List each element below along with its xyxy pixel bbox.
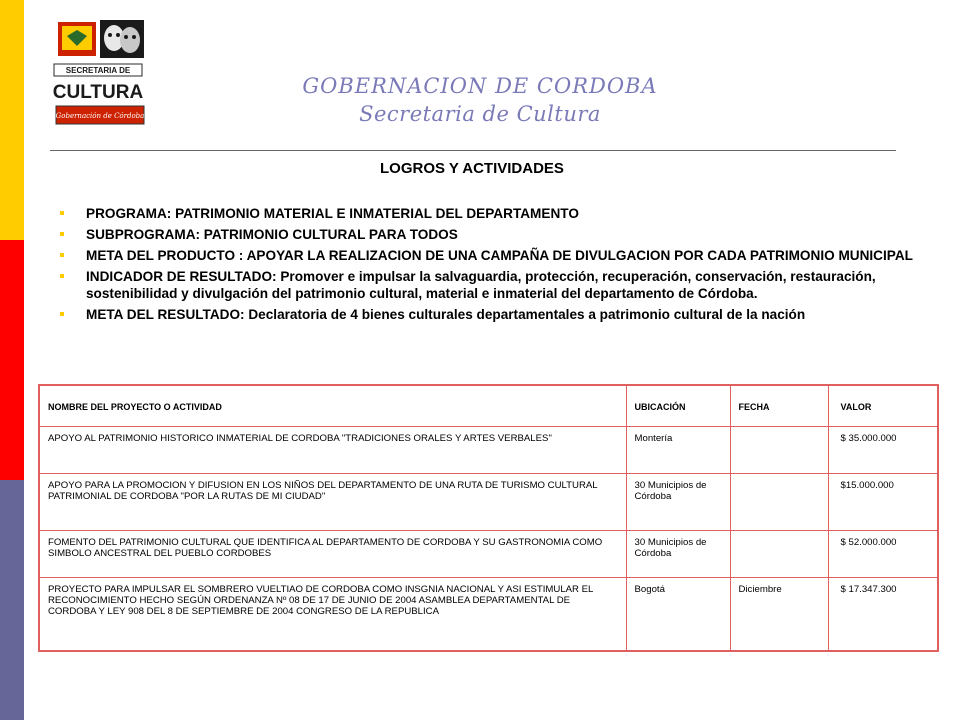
header-nombre: NOMBRE DEL PROYECTO O ACTIVIDAD	[39, 385, 626, 427]
cell-valor: $15.000.000	[828, 474, 938, 531]
cell-fecha	[730, 531, 828, 578]
bullet-list	[56, 205, 936, 327]
bullet-icon	[60, 253, 64, 257]
bullet-icon	[60, 312, 64, 316]
cell-nombre: APOYO AL PATRIMONIO HISTORICO INMATERIAL DE CORDOBA "TRADICIONES ORALES Y ARTES VERBALES"	[39, 427, 626, 474]
cell-ubicacion: Montería	[626, 427, 730, 474]
bullet-icon	[60, 211, 64, 215]
tragedy-mask-icon	[120, 27, 140, 53]
table-row	[39, 578, 938, 652]
cell-nombre: APOYO PARA LA PROMOCION Y DIFUSION EN LOS NIÑOS DEL DEPARTAMENTO DE UNA RUTA DE TURISMO CULTURAL PATRIMONIAL DE CORDOBA "POR LA RUTAS DE MI CIUDAD"	[39, 474, 626, 531]
side-bar-blue	[0, 480, 24, 720]
table-header-row	[39, 385, 938, 427]
header-fecha: FECHA	[730, 385, 828, 427]
header-ubicacion: UBICACIÓN	[626, 385, 730, 427]
cell-fecha: Diciembre	[730, 578, 828, 652]
bullet-icon	[60, 274, 64, 278]
logo-top-text: SECRETARIA DE	[65, 66, 131, 75]
list-item: SUBPROGRAMA: PATRIMONIO CULTURAL PARA TODOS	[56, 226, 936, 243]
header-divider	[50, 150, 896, 151]
cell-nombre: PROYECTO PARA IMPULSAR EL SOMBRERO VUELTIAO DE CORDOBA COMO INSGNIA NACIONAL Y ASI ESTIMULAR EL RECONOCIMIENTO HECHO SEGÚN ORDENANZA Nº 08 DE 17 DE JUNIO DE 2004 ASAMBLEA DEPARTAMENTAL DE CORDOBA Y LEY 908 DEL 8 DE SEPTIEMBRE DE 2004 CONGRESO DE LA REPUBLICA	[39, 578, 626, 652]
cell-fecha	[730, 427, 828, 474]
side-bar-yellow	[0, 0, 24, 240]
list-item: INDICADOR DE RESULTADO: Promover e impulsar la salvaguardia, protección, recuperación, conservación, restauración, sostenibilidad y divulgación del patrimonio cultural, material e inmaterial del departamento de Córdoba.	[56, 268, 936, 302]
cell-fecha	[730, 474, 828, 531]
list-item: META DEL RESULTADO: Declaratoria de 4 bienes culturales departamentales a patrimonio cultural de la nación	[56, 306, 936, 323]
cell-nombre: FOMENTO DEL PATRIMONIO CULTURAL QUE IDENTIFICA AL DEPARTAMENTO DE CORDOBA Y SU GASTRONOMIA COMO SIMBOLO ANCESTRAL DEL PUEBLO CORDOBES	[39, 531, 626, 578]
table-row	[39, 427, 938, 474]
cell-valor: $ 17.347.300	[828, 578, 938, 652]
side-bar-red	[0, 240, 24, 480]
logo-bottom-text: Gobernación de Córdoba	[55, 112, 145, 120]
page-subtitle: Secretaria de Cultura	[359, 102, 601, 126]
bullet-icon	[60, 232, 64, 236]
page-title: GOBERNACION DE CORDOBA	[302, 74, 658, 98]
table-row	[39, 531, 938, 578]
header-valor: VALOR	[828, 385, 938, 427]
table-row	[39, 474, 938, 531]
cultura-logo	[52, 18, 148, 130]
list-item: META DEL PRODUCTO : APOYAR LA REALIZACION DE UNA CAMPAÑA DE DIVULGACION POR CADA PATRIMONIO MUNICIPAL	[56, 247, 936, 264]
cell-ubicacion: 30 Municipios de Córdoba	[626, 531, 730, 578]
cell-valor: $ 35.000.000	[828, 427, 938, 474]
cell-valor: $ 52.000.000	[828, 531, 938, 578]
list-item: PROGRAMA: PATRIMONIO MATERIAL E INMATERIAL DEL DEPARTAMENTO	[56, 205, 936, 222]
logo-main-text: CULTURA	[52, 82, 144, 103]
cell-ubicacion: Bogotá	[626, 578, 730, 652]
cell-ubicacion: 30 Municipios de Córdoba	[626, 474, 730, 531]
section-heading: LOGROS Y ACTIVIDADES	[380, 160, 564, 177]
projects-table	[38, 384, 939, 652]
